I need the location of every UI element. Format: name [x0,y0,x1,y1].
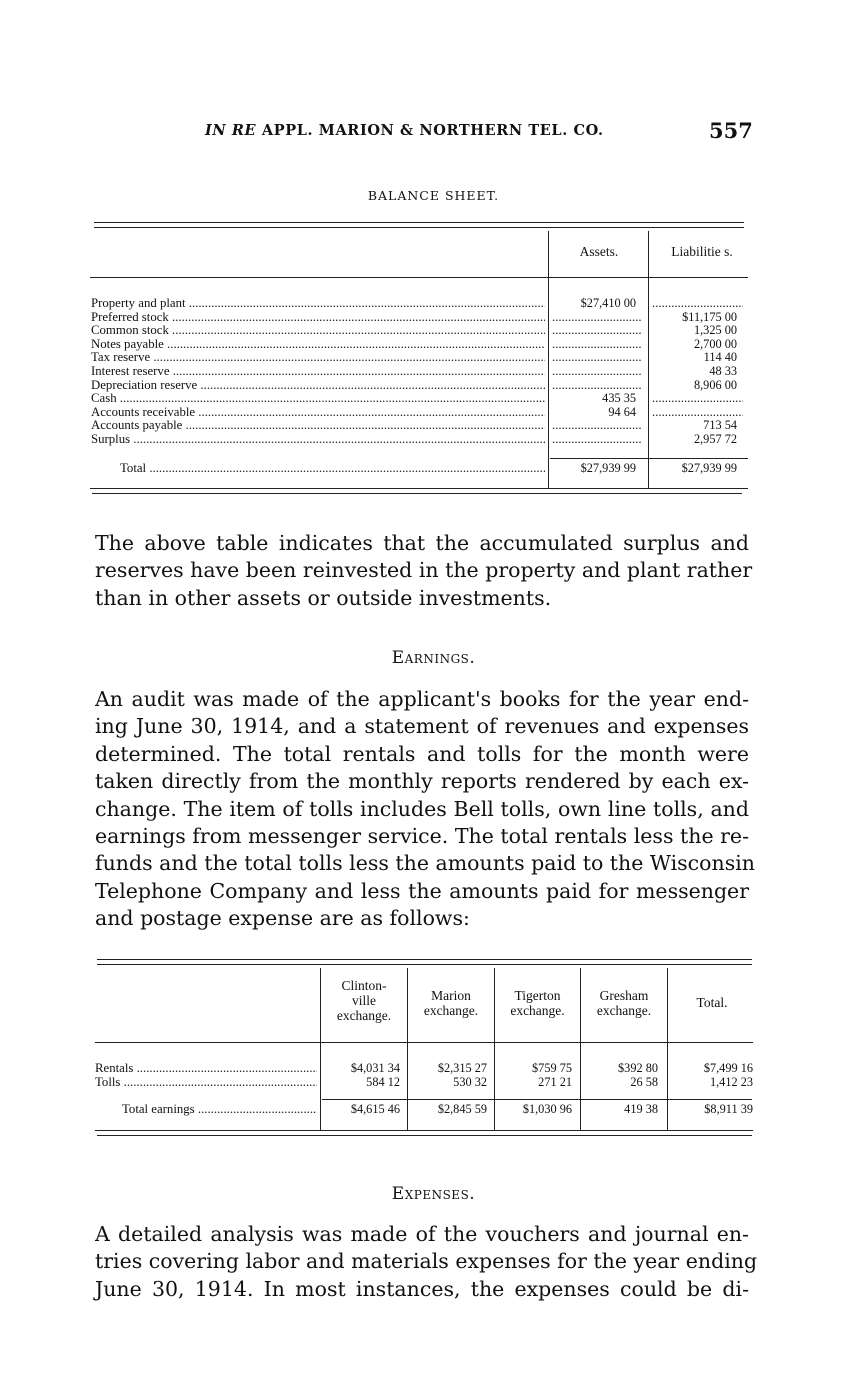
row-label-text: Tax reserve [91,351,151,365]
total-liabilities: $27,939 99 [681,461,737,475]
row-label-text: Common stock [91,324,169,338]
column-header-gresham [582,988,666,1018]
column-header-clintonville [322,978,406,1023]
text-line: determined. The total rentals and tolls for the month were [95,741,749,766]
total-value: 419 38 [624,1102,658,1116]
running-head-rest: APPL. MARION & NORTHERN TEL. CO. [261,122,604,139]
column-header-liabilities: Liabilitie s. [671,244,733,259]
total-value: $4,615 46 [350,1102,400,1116]
header-line: ville [352,993,376,1008]
cell-value: 271 21 [538,1074,572,1089]
column-header-marion [409,988,493,1018]
header-line: Marion [431,988,471,1003]
column-divider [407,968,408,1130]
cell-value: $4,031 34 [350,1061,400,1075]
text-line: A detailed analysis was made of the vouchers and journal en- [95,1222,749,1246]
column-header-assets: Assets. [579,244,619,259]
row-label-text: Accounts receivable [91,405,196,419]
total-value: $1,030 96 [522,1102,572,1116]
header-line: Tigerton [514,988,561,1003]
header-line: exchange. [423,1003,479,1018]
cell-value: 530 32 [453,1074,487,1089]
expenses-heading: Expenses. [391,1184,476,1204]
paragraph-expenses [95,1221,758,1303]
row-label-text: Interest reserve [91,365,170,378]
text-line: tries covering labor and materials expenses for the year ending [95,1249,758,1274]
row-label-text: Tolls [95,1075,121,1089]
text-line: funds and the total tolls less the amounts paid to the Wisconsin [95,851,755,876]
row-label-text: Preferred stock [91,310,169,324]
column-divider [667,968,668,1130]
column-divider [320,968,321,1130]
row-label-text: Rentals [95,1062,134,1075]
liabilities-value: $11,175 00 [682,309,737,324]
liabilities-value: 2,700 00 [693,336,737,351]
cell-value: 26 58 [630,1074,658,1089]
total-label: Total [120,462,147,475]
row-label-text: Notes payable [91,337,164,351]
table-top-rule [97,964,752,965]
text-line: The above table indicates that the accumulated surplus and [95,531,749,555]
total-value: $8,911 39 [704,1102,753,1116]
header-line: exchange. [596,1003,652,1018]
liabilities-value: 48 33 [709,364,737,378]
column-divider [494,968,495,1130]
row-label-text: Cash [91,392,117,406]
cell-value: 584 12 [366,1074,400,1089]
table-total-rule [322,1099,752,1100]
header-line: Gresham [599,988,649,1003]
text-line: than in other assets or outside investments. [95,585,552,610]
assets-value: $27,410 00 [580,296,636,310]
cell-value: $759 75 [532,1061,572,1075]
liabilities-value: 2,957 72 [693,432,737,446]
page-number: 557 [709,118,753,143]
running-head-italic: IN RE [205,122,257,139]
row-label-text: Property and plant [91,297,186,310]
total-row [122,1103,317,1117]
row-label [95,1076,317,1090]
liabilities-value: 1,325 00 [693,323,737,338]
table-top-rule [97,959,752,960]
text-line: reserves have been reinvested in the property and plant rather [95,558,753,583]
row-label [122,1103,317,1117]
column-header-tigerton [496,988,579,1018]
text-line: and postage expense are as follows: [95,906,470,931]
earnings-heading: Earnings. [391,648,476,668]
cell-value: $2,315 27 [437,1061,487,1075]
text-line: ing June 30, 1914, and a statement of revenues and expenses [95,714,749,739]
text-line: earnings from messenger service. The total rentals less the re- [95,824,749,849]
column-divider [580,968,581,1130]
text-line: An audit was made of the applicant's books for the year end- [95,687,749,711]
table-header-rule [95,1042,753,1043]
column-header-total: Total. [696,995,728,1010]
row-label [95,1062,317,1076]
cell-value: $7,499 16 [703,1061,753,1075]
row-label-text: Depreciation reserve [91,378,198,392]
text-line: change. The item of tolls includes Bell tolls, own line tolls, and [95,796,749,821]
assets-value: 94 64 [608,404,636,419]
total-assets: $27,939 99 [580,461,636,475]
liabilities-value: 114 40 [703,350,737,365]
total-label: Total earnings [122,1103,195,1116]
header-line: exchange. [336,1008,392,1023]
total-value: $2,845 59 [437,1102,487,1116]
text-line: taken directly from the monthly reports rendered by each ex- [95,769,749,794]
row-label-text: Surplus [91,433,131,446]
cell-value: 1,412 23 [709,1074,753,1089]
header-line: exchange. [510,1003,565,1018]
text-line: Telephone Company and less the amounts paid for messenger [95,878,749,903]
table-bottom-rule [97,1135,752,1136]
liabilities-value: 8,906 00 [693,377,737,392]
row-label-text: Accounts payable [91,419,183,433]
cell-value: $392 80 [618,1061,658,1075]
balance-sheet-title: BALANCE SHEET. [367,188,500,203]
assets-value: 435 35 [602,391,636,406]
table-bottom-rule [95,1130,753,1131]
text-line: June 30, 1914. In most instances, the expenses could be di- [95,1276,749,1301]
header-line: Clinton- [341,978,387,993]
liabilities-value: 713 54 [703,418,737,433]
